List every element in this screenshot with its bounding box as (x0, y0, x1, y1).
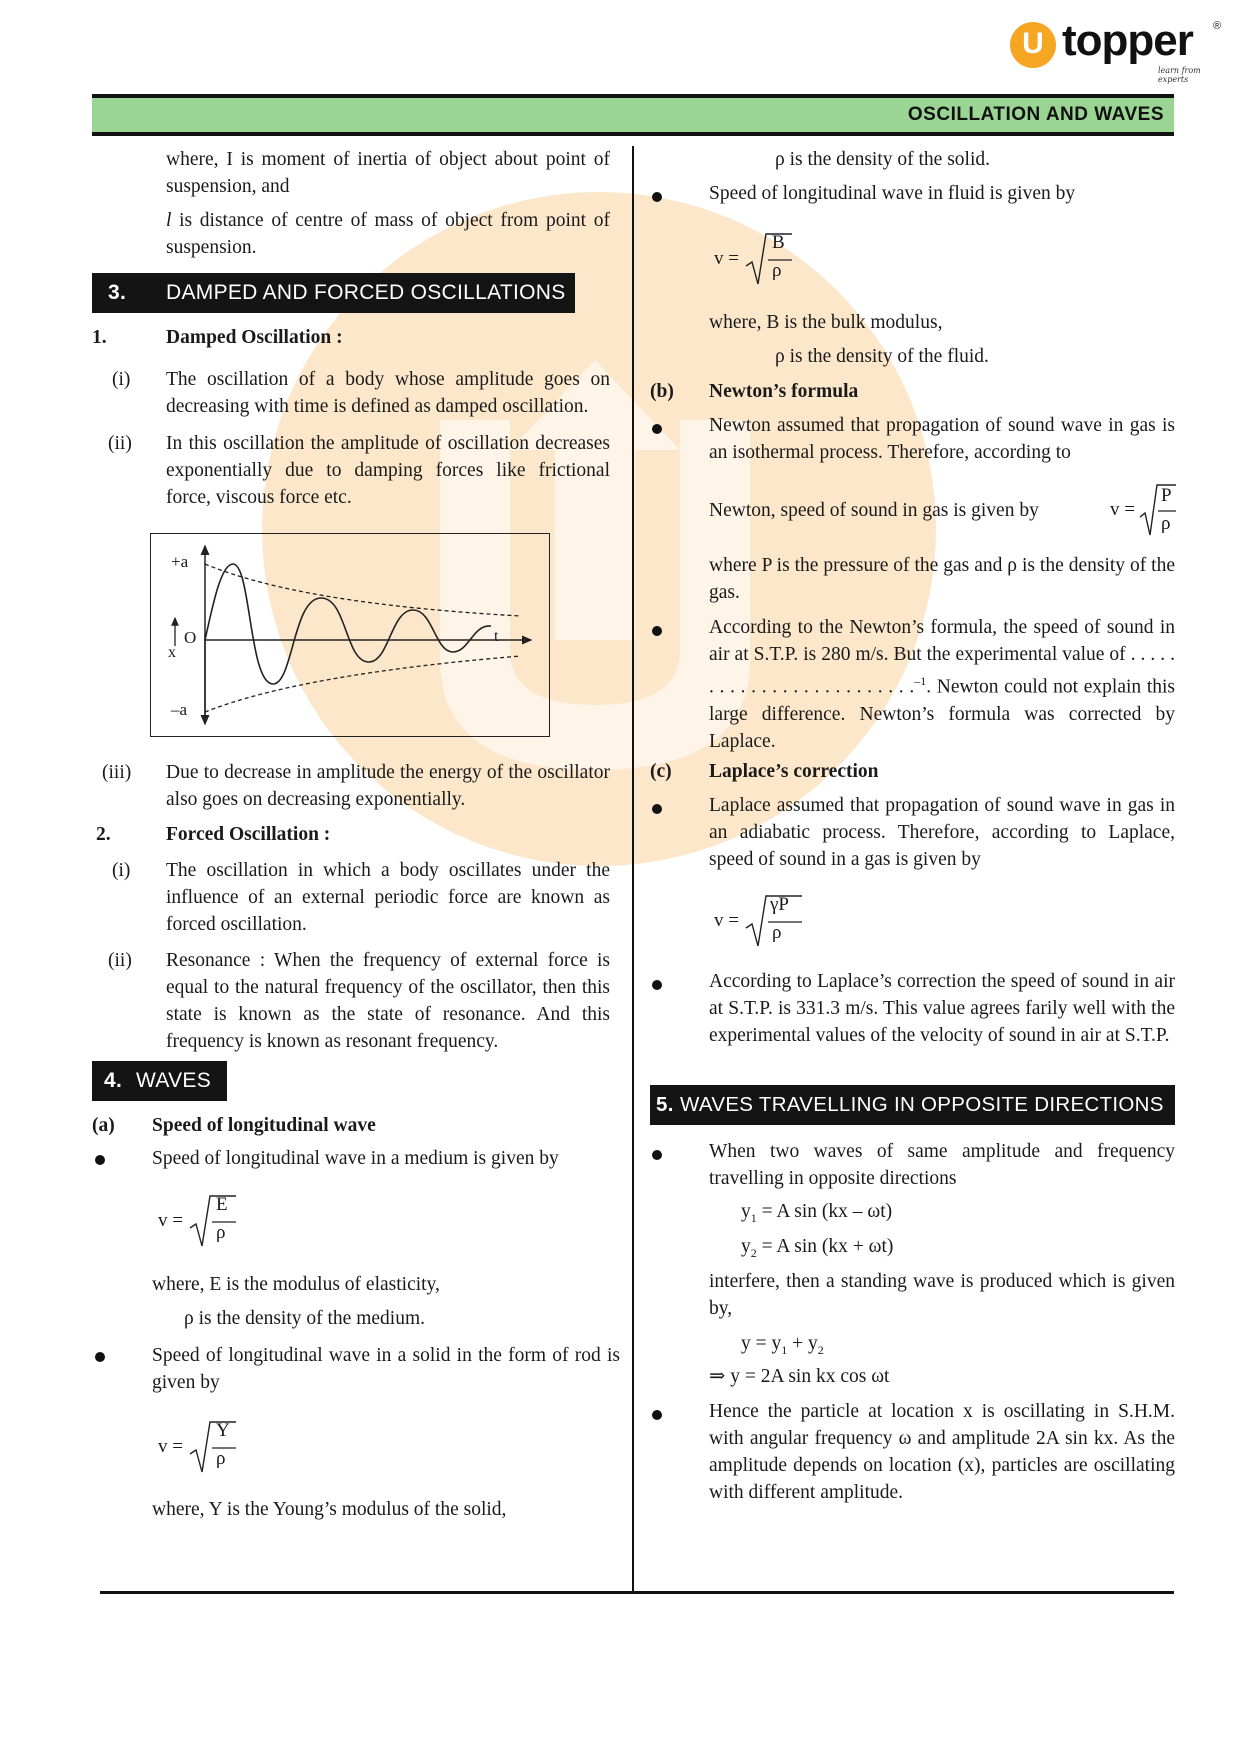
formula-v-b: v = B ρ (714, 230, 794, 290)
section-3-heading: 3. DAMPED AND FORCED OSCILLATIONS (92, 273, 575, 313)
brand-logo (1010, 16, 1225, 84)
subsec-b-num: (b) (650, 381, 674, 402)
equation-standing-wave: ⇒ y = 2A sin kx cos ωt (709, 1366, 890, 1387)
graph-plus-a: +a (171, 552, 189, 571)
forced-i-num: (i) (112, 860, 131, 881)
bullet (652, 1150, 662, 1160)
longitudinal-solid-text: Speed of longitudinal wave in a solid in the form of rod is given by (152, 1345, 620, 1393)
laplace-text-2: According to Laplace’s correction the speed of sound in air at S.T.P. is 331.3 m/s. This value agrees farily well with the experimental values of the velocity of sound in air at S.T.P. (709, 971, 1175, 1046)
newton-text-2: Newton, speed of sound in gas is given by (709, 500, 1039, 521)
where-y-text: where, Y is the Young’s modulus of the solid, (152, 1499, 507, 1520)
damped-oscillation-graph (150, 533, 550, 737)
forced-i-text: The oscillation in which a body oscillates under the influence of an external periodic force are known as forced oscillation. (166, 860, 610, 935)
intro-text-1: where, I is moment of inertia of object about point of suspension, and (166, 149, 610, 197)
where-p-text: where P is the pressure of the gas and ρ is the density of the gas. (709, 555, 1175, 603)
forced-num: 2. (96, 824, 111, 845)
laplace-text-1: Laplace assumed that propagation of sound wave in gas in an adiabatic process. Therefore, according to Laplace, speed of sound in a gas is given by (709, 795, 1175, 870)
sqrt-sign-icon (1138, 483, 1178, 539)
logo-registered: ® (1213, 20, 1222, 32)
bullet (95, 1155, 105, 1165)
bullet (652, 980, 662, 990)
rho-fluid-text: ρ is the density of the fluid. (775, 346, 989, 367)
subsec-c-title: Laplace’s correction (709, 761, 879, 782)
sqrt-sign-icon (188, 1420, 238, 1476)
longitudinal-medium-text: Speed of longitudinal wave in a medium is given by (152, 1148, 559, 1169)
upper-envelope (205, 564, 521, 616)
bullet (652, 804, 662, 814)
formula-v-e: v = E ρ (158, 1192, 238, 1252)
footer-rule (100, 1591, 1174, 1594)
damped-ii-text: In this oscillation the amplitude of oscillation decreases exponentially due to damping forces like frictional force, viscous force etc. (166, 433, 610, 508)
forced-ii-num: (ii) (108, 950, 132, 971)
bullet (652, 1410, 662, 1420)
logo-tagline: learn from experts (1158, 66, 1201, 84)
subsec-c-num: (c) (650, 761, 672, 782)
newton-text-3: According to the Newton’s formula, the speed of sound in air at S.T.P. is 280 m/s. But the experimental value of . . . . . . . . . . . . . . . . . . . . . . . . .$^{-1}$. Newton could not explain this large difference. Newton’s formula was corrected by Laplace. (709, 617, 1176, 752)
intro-text-2: l is distance of centre of mass of object from point of suspension. (166, 210, 610, 258)
damped-iii-num: (iii) (102, 762, 132, 783)
logo-wordmark: topper (1062, 16, 1193, 65)
subsec-b-title: Newton’s formula (709, 381, 859, 402)
graph-t-label: t (494, 628, 499, 645)
equation-y1: $y_1 = A$ sin (kx – ωt) (741, 1201, 893, 1225)
chapter-header-bar (92, 94, 1174, 136)
rho-solid-text: ρ is the density of the solid. (775, 149, 991, 170)
logo-u-icon: U (1010, 22, 1056, 68)
graph-x-label: x (168, 644, 176, 661)
chapter-title: OSCILLATION AND WAVES (907, 104, 1164, 125)
forced-ii-text: Resonance : When the frequency of external force is equal to the natural frequency of the oscillator, then this state is known as the state of resonance. And this frequency is known as resonant frequency. (166, 950, 610, 1052)
subsec-a-title: Speed of longitudinal wave (152, 1115, 376, 1136)
newton-text-1: Newton assumed that propagation of sound wave in gas is an isothermal process. Therefore, according to (709, 415, 1175, 463)
bullet (652, 192, 662, 202)
damped-wave (205, 564, 491, 684)
section-5-heading: 5. WAVES TRAVELLING IN OPPOSITE DIRECTIONS (650, 1085, 1175, 1125)
damped-wave-plot (151, 534, 549, 736)
damped-i-text: The oscillation of a body whose amplitude goes on decreasing with time is defined as damped oscillation. (166, 369, 610, 417)
sqrt-sign-icon (744, 232, 794, 288)
damped-title: Damped Oscillation : (166, 327, 343, 348)
equation-y2: $y_2 = A$ sin (kx + ωt) (741, 1236, 894, 1260)
section-4-heading: 4. WAVES (92, 1061, 227, 1101)
where-e-text: where, E is the modulus of elasticity, (152, 1274, 440, 1295)
rho-medium-text: ρ is the density of the medium. (184, 1308, 425, 1329)
waves-opposite-text: When two waves of same amplitude and frequency travelling in opposite directions (709, 1141, 1175, 1189)
formula-v-y: v = Y ρ (158, 1418, 238, 1478)
where-b-text: where, B is the bulk modulus, (709, 312, 943, 333)
sqrt-sign-icon (188, 1194, 238, 1250)
bullet (652, 424, 662, 434)
equation-superposition: $y = y_1 + y_2$ (741, 1333, 824, 1357)
damped-ii-num: (ii) (108, 433, 132, 454)
column-divider (632, 146, 634, 1593)
standing-wave-conclusion: Hence the particle at location x is oscillating in S.H.M. with angular frequency ω and amplitude 2A sin kx. As the amplitude depends on location (x), particles are oscillating with different amplitude. (709, 1401, 1175, 1503)
damped-num: 1. (92, 327, 107, 348)
lower-envelope (205, 656, 521, 712)
graph-minus-a: –a (171, 700, 188, 719)
damped-iii-text: Due to decrease in amplitude the energy of the oscillator also goes on decreasing exponentially. (166, 762, 610, 810)
damped-i-num: (i) (112, 369, 131, 390)
bullet (652, 626, 662, 636)
bullet (95, 1352, 105, 1362)
formula-v-gamma-p: v = γP ρ (714, 892, 804, 952)
fluid-speed-text: Speed of longitudinal wave in fluid is given by (709, 183, 1076, 204)
interfere-text: interfere, then a standing wave is produced which is given by, (709, 1271, 1175, 1319)
forced-title: Forced Oscillation : (166, 824, 331, 845)
formula-v-p: v = P ρ (1110, 483, 1176, 543)
graph-origin: O (184, 628, 197, 647)
subsec-a-num: (a) (92, 1115, 115, 1136)
